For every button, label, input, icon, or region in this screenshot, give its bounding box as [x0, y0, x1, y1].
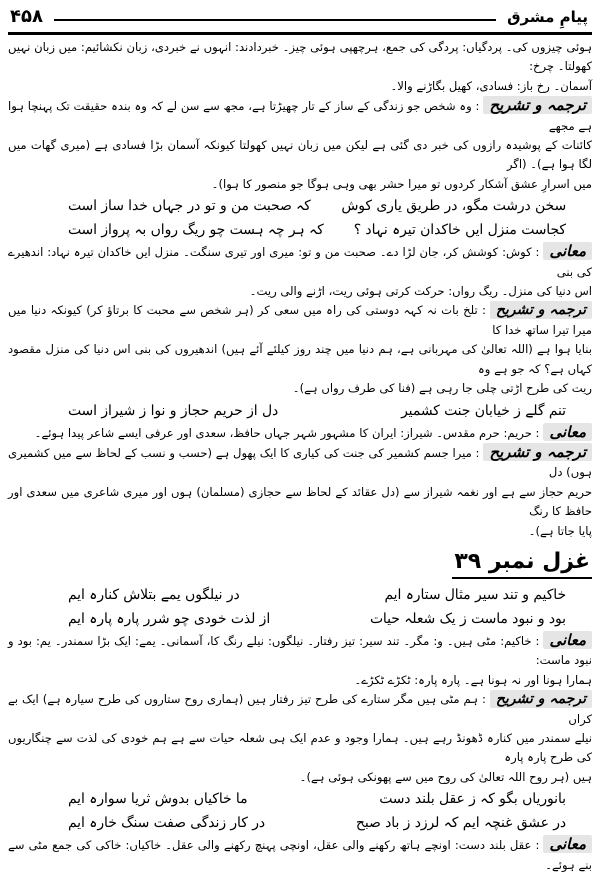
ghazal-heading-row — [8, 549, 592, 579]
meanings-paragraph — [8, 242, 592, 282]
maani-label: معانی — [543, 242, 592, 260]
explanation-line: نیلے سمندر میں کنارہ ڈھونڈ رہے ہیں۔ ہمارا وجود و عدم ایک ہی شعلہ حیات سے ہے ہم خودی کی لذت سے چنگاریوں کی طرح پارہ پارہ — [8, 730, 592, 765]
explanation-line: : میرا جسم کشمیر کی جنت کی کیاری کا ایک پھول ہے (حسب و نسب کے لحاظ سے میں کشمیری ہوں) دل — [8, 445, 592, 480]
verse-couplet — [8, 194, 592, 218]
explanation-paragraph — [8, 690, 592, 729]
verse-first-hemistich: کجاست منزل ایں خاکدان تیرہ نہاد ؟ — [353, 222, 566, 239]
page-body — [8, 38, 592, 875]
header-rule — [54, 19, 496, 21]
maani-label: معانی — [543, 631, 592, 649]
explanation-line: : تلخ بات نہ کہہ دوستی کی راہ میں سعی کر (ہر شخص سے محبت کا برتاؤ کر) کیونکہ دنیا میں میرا تیرا ساتھ خدا کا — [8, 303, 592, 337]
glossary-line: ہوئی چیزوں کی۔ پردگیاں: پردگی کی جمع، ہرچھپی ہوئی چیز۔ خبردادند: انہوں نے خبردی، زبان نکشائیم: میں زبان نہیں کھولتا۔ چرخ: — [8, 40, 592, 74]
verse-couplet — [8, 811, 592, 835]
verse-couplet — [8, 583, 592, 607]
explanation-line: ہیں (ہر روح اللہ تعالیٰ کی روح میں سے پھونکی ہوئی ہے)۔ — [299, 769, 592, 784]
explanation-line: ریت کی طرح اڑتی چلی جا رہی ہے (فنا کی طرف رواں ہے)۔ — [292, 381, 592, 396]
verse-couplet — [8, 218, 592, 242]
verse-first-hemistich: تنم گلے ز خیابان جنت کشمیر — [401, 402, 566, 419]
tarjuma-tashreeh-label: ترجمہ و تشریح — [483, 443, 592, 461]
ghazal-heading: غزل نمبر ۳۹ — [452, 549, 592, 579]
tarjuma-tashreeh-label: ترجمہ و تشریح — [490, 301, 592, 319]
verse-first-hemistich: خاکیم و تند سیر مثال ستارہ ایم — [384, 586, 566, 603]
verse-second-hemistich: کہ ہر چہ ہست چو ریگ رواں بہ پرواز است — [68, 222, 324, 239]
page-header — [8, 6, 592, 32]
verse-second-hemistich: در نیلگوں یمے بتلاش کنارہ ایم — [68, 586, 240, 603]
book-title: پیامِ مشرق — [507, 8, 588, 26]
meanings-line: : عقل بلند دست: اونچے ہاتھ رکھنے والی عقل، اونچی پہنچ رکھنے والی عقل۔ خاکیاں: خاکی کی جمع مٹی سے بنے ہوئے۔ — [8, 838, 592, 872]
explanation-line: : ہم مٹی ہیں مگر ستارے کی طرح تیز رفتار ہیں (ہماری روح ستاروں کی طرح سیارہ ہے) ایک بے کراں — [8, 692, 592, 726]
verse-second-hemistich: کہ صحبت من و تو در جہاں خدا ساز است — [68, 198, 311, 215]
verse-couplet — [8, 399, 592, 423]
meanings-line: : خاکیم: مٹی ہیں۔ و: مگر۔ تند سیر: تیز رفتار۔ نیلگوں: نیلے رنگ کا، آسمانی۔ یمے: ایک بڑا سمندر۔ یم: بود و نبود ماست: — [8, 633, 592, 668]
book-page — [8, 6, 592, 872]
verse-couplet — [8, 607, 592, 631]
meanings-paragraph — [8, 423, 592, 443]
meanings-paragraph — [8, 835, 592, 875]
verse-second-hemistich: در کار زندگی صفت سنگ خارہ ایم — [68, 815, 266, 832]
meanings-paragraph — [8, 631, 592, 671]
explanation-line: میں اسرارِ عشق آشکار کردوں تو میرا حشر بھی وہی ہوگا جو منصور کا ہوا)۔ — [211, 176, 592, 191]
tarjuma-tashreeh-label: ترجمہ و تشریح — [490, 690, 592, 708]
explanation-line: حریم حجاز سے ہے اور نغمہ شیراز سے (دل عقائد کے لحاظ سے حجازی (مسلمان) ہوں اور میری شاعری میں سعدی اور حافظ کا رنگ — [8, 484, 592, 519]
verse-second-hemistich: از لذت خودی چو شرر پارہ پارہ ایم — [68, 610, 271, 627]
meanings-line: اس دنیا کی منزل۔ ریگ رواں: حرکت کرتی ہوئی ریت، اڑنے والی ریت۔ — [249, 284, 592, 299]
verse-first-hemistich: بانوریاں بگو کہ ز عقل بلند دست — [379, 791, 566, 808]
explanation-paragraph — [8, 96, 592, 136]
explanation-line: : وہ شخص جو زندگی کے ساز کے تار چھیڑتا ہے، مجھ سے سن لے کہ وہ بندہ حقیقت تک پہنچا ہوا ہے مجھے — [8, 99, 592, 133]
page-number: ۴۵۸ — [10, 6, 43, 27]
maani-label: معانی — [543, 835, 592, 853]
meanings-line: : حریم: حرم مقدس۔ شیراز: ایران کا مشہور شہر جہاں حافظ، سعدی اور عرفی ایسے شاعر پیدا ہوئے۔ — [34, 425, 540, 440]
explanation-paragraph — [8, 301, 592, 340]
verse-first-hemistich: بود و نبود ماست ز یک شعلہ حیات — [369, 610, 566, 627]
meanings-line: : کوش: کوشش کر، جان لڑا دے۔ صحبت من و تو: میری اور تیری سنگت۔ منزل ایں خاکدان تیرہ نہاد: اندھیرے کی بنی — [8, 245, 592, 279]
explanation-line: بنایا ہوا ہے (اللہ تعالیٰ کی مہربانی ہے، ہم دنیا میں چند روز کیلئے آئے ہیں) اندھیروں کی بنی اس دنیا کی منزل مقصود کہاں ہے؟ کہ جو ہے وہ — [8, 342, 592, 376]
verse-second-hemistich: دل از حریم حجاز و نوا ز شیراز است — [68, 402, 279, 419]
explanation-line: کائنات کے پوشیدہ رازوں کی خبر دی گئی ہے لیکن میں زبان نہیں کھولتا کیونکہ آسمان بڑا فسادی ہے (میری گھات میں لگا ہوا ہے)۔ (اگر — [8, 138, 592, 172]
glossary-line: آسمان۔ رخ باز: فسادی، کھیل بگاڑنے والا۔ — [390, 78, 592, 93]
verse-couplet — [8, 787, 592, 811]
verse-first-hemistich: در عشق غنچہ ایم کہ لرزد ز باد صبح — [355, 815, 566, 832]
explanation-paragraph — [8, 443, 592, 483]
verse-first-hemistich: سخن درشت مگو، در طریق یاری کوش — [341, 198, 566, 215]
verse-second-hemistich: ما خاکیاں بدوش ثریا سوارہ ایم — [68, 791, 248, 808]
header-underline — [8, 32, 592, 35]
meanings-line: ہمارا ہونا اور نہ ہونا ہے۔ پارہ پارہ: ٹکڑے ٹکڑے۔ — [354, 672, 592, 687]
maani-label: معانی — [543, 423, 592, 441]
explanation-line: پایا جاتا ہے)۔ — [528, 523, 592, 538]
tarjuma-tashreeh-label: ترجمہ و تشریح — [483, 96, 592, 114]
